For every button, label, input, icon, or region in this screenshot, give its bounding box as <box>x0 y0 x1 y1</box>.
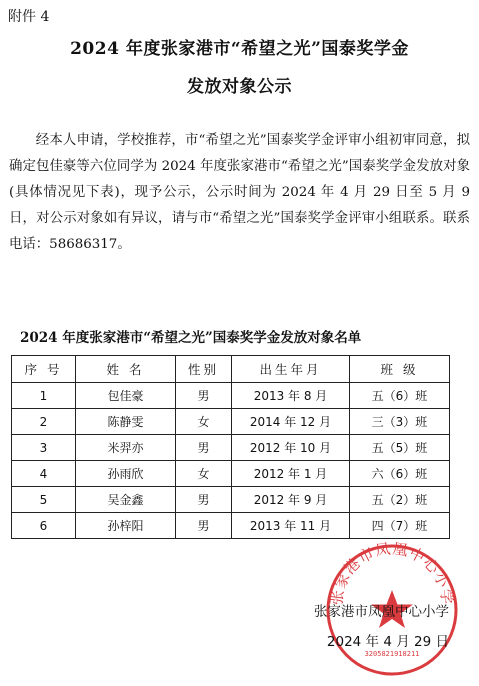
recipient-table <box>11 355 450 539</box>
table-row <box>12 409 450 435</box>
cell-class: 六（6）班 <box>350 461 450 487</box>
cell-class: 四（7）班 <box>350 513 450 539</box>
cell-class: 五（2）班 <box>350 487 450 513</box>
cell-gender: 男 <box>176 513 232 539</box>
table-title: 2024 年度张家港市“希望之光”国泰奖学金发放对象名单 <box>20 330 362 346</box>
table-row <box>12 513 450 539</box>
issue-date: 2024 年 4 月 29 日 <box>326 634 449 650</box>
cell-birth: 2013 年 11 月 <box>232 513 350 539</box>
cell-class: 五（6）班 <box>350 383 450 409</box>
cell-index: 1 <box>12 383 76 409</box>
table-header-row <box>12 356 450 383</box>
page-title: 2024 年度张家港市“希望之光”国泰奖学金 <box>70 39 409 59</box>
cell-name: 孙梓阳 <box>76 513 176 539</box>
header-index: 序 号 <box>12 356 76 383</box>
cell-name: 孙雨欣 <box>76 461 176 487</box>
header-birth: 出生年月 <box>232 356 350 383</box>
cell-birth: 2012 年 1 月 <box>232 461 350 487</box>
cell-gender: 女 <box>176 409 232 435</box>
cell-name: 吴金鑫 <box>76 487 176 513</box>
cell-class: 三（3）班 <box>350 409 450 435</box>
announcement-body <box>9 128 470 258</box>
header-name: 姓 名 <box>76 356 176 383</box>
table-row <box>12 383 450 409</box>
cell-name: 陈静雯 <box>76 409 176 435</box>
announcement-paragraph: 经本人申请，学校推荐，市“希望之光”国泰奖学金评审小组初审同意，拟确定包佳豪等六位同学为 2024 年度张家港市“希望之光”国泰奖学金发放对象(具体情况见下表)，现予公示，公示时间为 2024 年 4 月 29 日至 5 月 9 日，对公示对象如有异议，请与市“希望之光”国泰奖学金评审小组联系。联系电话：58686317。 <box>9 133 470 252</box>
cell-gender: 男 <box>176 487 232 513</box>
header-class: 班 级 <box>350 356 450 383</box>
cell-gender: 女 <box>176 461 232 487</box>
seal-number: 3205821918211 <box>364 650 420 658</box>
annex-label: 附件 4 <box>8 9 50 25</box>
cell-gender: 男 <box>176 435 232 461</box>
cell-birth: 2014 年 12 月 <box>232 409 350 435</box>
page-subtitle: 发放对象公示 <box>187 77 292 97</box>
table-row <box>12 461 450 487</box>
cell-gender: 男 <box>176 383 232 409</box>
cell-birth: 2012 年 10 月 <box>232 435 350 461</box>
cell-name: 米羿亦 <box>76 435 176 461</box>
cell-index: 5 <box>12 487 76 513</box>
table-row <box>12 435 450 461</box>
cell-class: 五（5）班 <box>350 435 450 461</box>
cell-index: 4 <box>12 461 76 487</box>
cell-birth: 2013 年 8 月 <box>232 383 350 409</box>
header-gender: 性别 <box>176 356 232 383</box>
cell-index: 2 <box>12 409 76 435</box>
issuer-signature: 张家港市凤凰中心小学 <box>314 604 449 620</box>
seal-text: 张家港市凤凰中心小学 <box>327 540 457 607</box>
cell-name: 包佳豪 <box>76 383 176 409</box>
table-row <box>12 487 450 513</box>
cell-index: 3 <box>12 435 76 461</box>
cell-index: 6 <box>12 513 76 539</box>
cell-birth: 2012 年 9 月 <box>232 487 350 513</box>
